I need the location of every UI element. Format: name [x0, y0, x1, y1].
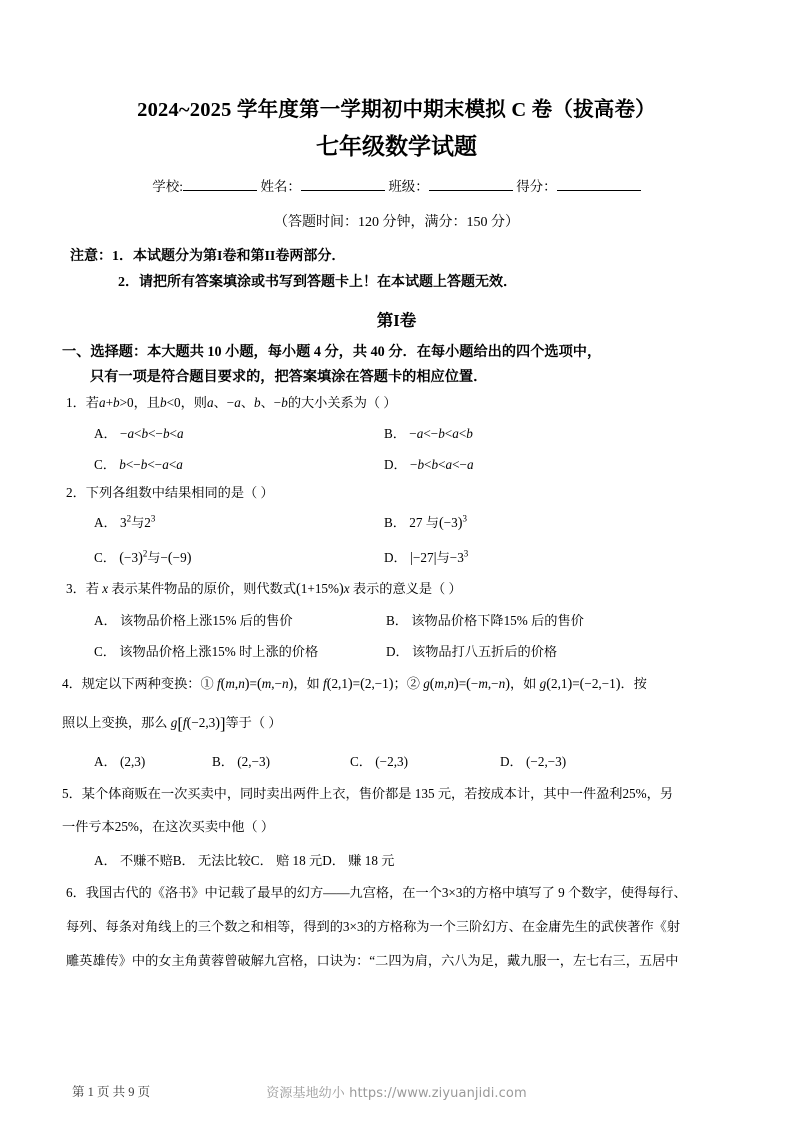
question-1-option-c[interactable]: C． b<−b<−a<a [94, 456, 183, 472]
option-letter: D． [384, 549, 407, 565]
question-2-option-b[interactable]: B． 27 与$(-3)^3$ [384, 513, 467, 532]
option-text: 该物品价格下降15% 后的售价 [411, 613, 584, 629]
question-3-option-row-2 [94, 636, 753, 667]
question-4-options [62, 744, 767, 777]
option-letter: A． [94, 754, 117, 770]
notice-item-1 [70, 244, 793, 270]
option-letter: B． [384, 425, 406, 441]
question-5-stem-line-1 [62, 777, 767, 810]
option-text: (−2,−3) [526, 754, 567, 770]
question-5-option-c[interactable] [251, 853, 322, 868]
question-6-line-1 [66, 876, 759, 910]
option-letter: C． [94, 549, 116, 565]
question-3-option-b[interactable] [386, 605, 678, 636]
option-letter: B． [384, 515, 406, 531]
section-intro-line-2: 只有一项是符合题目要求的，把答案填涂在答题卡的相应位置． [90, 369, 488, 385]
option-text: (2,3) [120, 754, 146, 770]
option-text: 无法比较 [198, 853, 251, 869]
question-3-option-a[interactable] [94, 605, 386, 636]
question-2-number: 2． [66, 484, 86, 500]
section-intro [0, 331, 793, 390]
notice-item-2: 2．请把所有答案填涂或书写到答题卡上！在本试题上答题无效． [118, 275, 517, 291]
option-text: (−2,3) [375, 754, 408, 770]
option-text: 该物品价格上涨15% 后的售价 [120, 613, 293, 629]
option-letter: C． [250, 853, 273, 869]
question-1-option-row-1 [94, 418, 753, 449]
notice-prefix: 注意： [70, 249, 112, 265]
exam-time-line: （答题时间：120 分钟，满分：150 分） [274, 215, 519, 231]
question-4-option-row-1 [94, 746, 767, 777]
question-1-stem-suffix: 的大小关系为（ ） [287, 394, 397, 410]
option-letter: B． [386, 613, 408, 629]
name-label: 姓名： [260, 179, 301, 195]
option-letter: A． [94, 613, 117, 629]
option-letter: A． [94, 853, 117, 869]
question-2-option-d[interactable]: D． |−27|与$-3^3$ [384, 548, 469, 566]
question-1-stem-prefix: 若 [85, 394, 99, 410]
option-letter: D． [384, 456, 407, 472]
option-letter: D． [322, 853, 345, 869]
notice-block [0, 231, 793, 296]
question-6-text-1: 我国古代的《洛书》中记载了最早的幻方——九宫格，在一个3×3的方格中填写了 9 个数字，使得每行、 [85, 885, 687, 901]
option-letter: D． [386, 644, 409, 660]
question-2-options [66, 505, 753, 575]
class-label: 班级： [388, 179, 429, 195]
option-text: 该物品打八五折后的价格 [412, 644, 558, 660]
school-label: 学校: [152, 179, 184, 195]
score-blank[interactable] [557, 177, 641, 191]
question-6-line-3: 雕英雄传》中的女主角黄蓉曾破解九宫格，口诀为：“二四为肩，六八为足，戴九服一，左七右三，五居中 [66, 952, 679, 968]
question-1-option-d[interactable]: D． −b<b<a<−a [384, 456, 474, 472]
question-4-option-c[interactable] [350, 746, 500, 777]
name-field[interactable] [260, 175, 385, 195]
notice-item-1-text: 1．本试题分为第I卷和第II卷两部分． [112, 249, 346, 265]
question-3-option-d[interactable] [386, 636, 678, 667]
question-4-number: 4． [62, 676, 82, 692]
option-letter: B． [212, 754, 234, 770]
option-text: 赚 18 元 [348, 853, 395, 869]
question-2-option-c[interactable]: C． $(-3)^2$与−(−9) [94, 548, 192, 566]
question-1-option-a[interactable]: A． −a<b<−b<a [94, 425, 184, 441]
page-subtitle: 七年级数学试题 [316, 133, 477, 159]
question-5 [0, 777, 793, 876]
question-3-options [66, 603, 753, 667]
question-3-option-row-1 [94, 605, 753, 636]
question-5-number: 5． [62, 786, 82, 802]
option-text: 该物品价格上涨15% 时上涨的价格 [119, 644, 319, 660]
question-3-option-c[interactable] [94, 636, 386, 667]
score-field[interactable] [516, 175, 641, 195]
question-1-number: 1． [66, 394, 86, 410]
score-label: 得分： [516, 179, 557, 195]
option-letter: C． [350, 754, 372, 770]
question-1 [0, 390, 793, 480]
option-letter: D． [500, 754, 523, 770]
question-4-option-b[interactable] [212, 746, 350, 777]
option-letter: C． [94, 456, 116, 472]
option-text: (2,−3) [237, 754, 270, 770]
page-footer [0, 1082, 793, 1108]
question-2-option-row-1 [94, 507, 753, 540]
question-1-options [66, 416, 753, 480]
option-letter: B． [172, 853, 195, 869]
question-4-option-d[interactable] [500, 746, 630, 777]
class-field[interactable] [388, 175, 513, 195]
question-2-option-a[interactable]: A． $3^2$与$2^3$ [94, 513, 156, 531]
question-3 [0, 576, 793, 668]
section-intro-line-1: 一、选择题：本大题共 10 小题，每小题 4 分，共 40 分．在每小题给出的四个选项中， [62, 344, 602, 361]
part-heading: 第I卷 [376, 311, 417, 331]
question-5-option-a[interactable] [94, 853, 173, 868]
student-info-fields [0, 161, 793, 195]
question-6-number: 6． [66, 885, 86, 901]
question-2-stem [66, 480, 753, 506]
question-2 [0, 480, 793, 576]
question-5-stem-line-2: 一件亏本25%，在这次买卖中他（ ） [62, 819, 275, 835]
question-5-option-b[interactable] [173, 853, 251, 868]
question-2-stem-text: 下列各组数中结果相同的是（ ） [85, 484, 274, 500]
question-5-option-d[interactable] [322, 853, 394, 868]
question-4 [0, 667, 793, 777]
question-2-option-row-2 [94, 541, 753, 576]
class-blank[interactable] [429, 177, 513, 191]
question-6 [0, 876, 793, 977]
question-5-stem-text-1: 某个体商贩在一次买卖中，同时卖出两件上衣，售价都是 135 元，若按成本计，其中一件盈利25%，另 [81, 786, 674, 802]
school-blank[interactable] [183, 177, 257, 191]
question-3-stem: 3．若 x 表示某件物品的原价，则代数式(1+15%)x 表示的意义是（ ） [66, 580, 462, 597]
question-3-number: 3． [66, 580, 86, 596]
school-field[interactable] [152, 175, 257, 195]
option-letter: A． [94, 515, 117, 531]
question-4-stem-line-2: 照以上变换，那么 g[f(−2,3)]等于（ ） [62, 714, 282, 733]
option-letter: A． [94, 425, 117, 441]
question-1-option-b[interactable]: B． −a<−b<a<b [384, 425, 473, 441]
question-4-stem-line-1: 4．规定以下两种变换：① f(m,n)=(m,−n)，如 f(2,1)=(2,−1)；② g(m,n)=(−m,−n)，如 g(2,1)=(−2,−1)．按 [62, 676, 647, 693]
page-title: 2024~2025 学年度第一学期初中期末模拟 C 卷（拔高卷） [137, 99, 656, 121]
name-blank[interactable] [301, 177, 385, 191]
watermark: 资源基地幼小 https://www.ziyuanjidi.com [266, 1086, 527, 1101]
question-6-line-2: 每列、每条对角线上的三个数之和相等，得到的3×3的方格称为一个三阶幻方、在金庸先生的武侠著作《射 [66, 918, 681, 934]
question-4-option-a[interactable] [94, 746, 212, 777]
option-text: 不赚不赔 [120, 853, 173, 869]
option-letter: C． [94, 644, 116, 660]
question-1-option-row-2 [94, 449, 753, 480]
question-1-stem: 1．若a+b>0，且b<0，则a、−a、b、−b的大小关系为（ ） [66, 394, 397, 410]
question-5-options [62, 843, 767, 876]
option-text: 赔 18 元 [276, 853, 323, 869]
question-5-option-row-1 [94, 845, 767, 876]
page-number: 第 1 页 共 9 页 [72, 1085, 151, 1099]
